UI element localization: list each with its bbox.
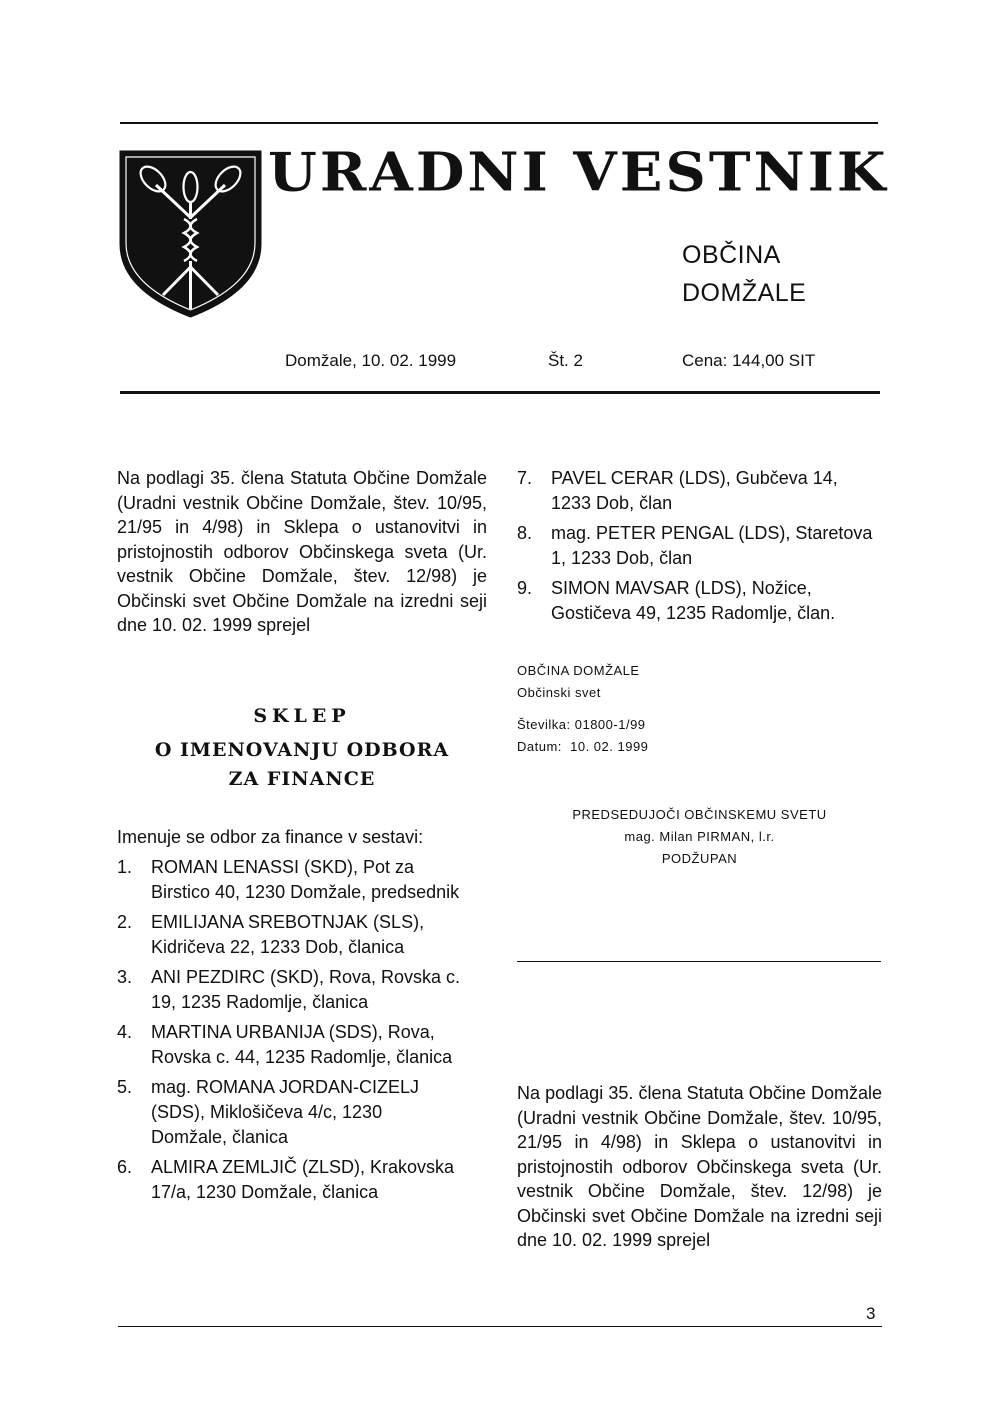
- intro-paragraph: Na podlagi 35. člena Statuta Občine Domžale (Uradni vestnik Občine Domžale, štev. 10/95, 21/95 in 4/98) in Sklepa o ustanovitvi in pristojnostih odborov Občinskega sveta (Ur. vestnik Občine Domžale, štev. 12/98) je Občinski svet Občine Domžale na izredni seji dne 10. 02. 1999 sprejel: [117, 468, 487, 635]
- member-text: ANI PEZDIRC (SKD), Rova, Rovska c. 19, 1235 Radomlje, članica: [151, 967, 461, 1012]
- place-date: Domžale, 10. 02. 1999: [285, 351, 457, 370]
- member-number: 8.: [517, 523, 533, 543]
- org-body: Občinski svet: [517, 685, 601, 700]
- member-number: 2.: [117, 912, 133, 932]
- member-list-right: [517, 466, 882, 631]
- decision-heading: SKLEP: [253, 705, 351, 727]
- member-item: [517, 466, 882, 516]
- issue-number: Št. 2: [548, 351, 583, 370]
- org-name: OBČINA DOMŽALE: [517, 663, 640, 678]
- decision-subheading-2: ZA FINANCE: [228, 768, 376, 790]
- document-number: Številka: 01800-1/99: [517, 717, 646, 732]
- member-number: 1.: [117, 857, 133, 877]
- signature-role: PODŽUPAN: [661, 851, 738, 866]
- signature-title: PREDSEDUJOČI OBČINSKEMU SVETU: [572, 807, 827, 822]
- member-number: 5.: [117, 1077, 133, 1097]
- member-list-left: [117, 855, 462, 1210]
- member-text: ALMIRA ZEMLJIČ (ZLSD), Krakovska 17/a, 1230 Domžale, članica: [151, 1157, 455, 1202]
- intro-paragraph-2: Na podlagi 35. člena Statuta Občine Domžale (Uradni vestnik Občine Domžale, štev. 10/95, 21/95 in 4/98) in Sklepa o ustanovitvi in pristojnostih odborov Občinskega sveta (Ur. vestnik Občine Domžale, štev. 12/98) je Občinski svet Občine Domžale na izredni seji dne 10. 02. 1999 sprejel: [517, 1083, 882, 1250]
- member-item: [517, 521, 882, 571]
- member-number: 3.: [117, 967, 133, 987]
- page-number: 3: [866, 1304, 876, 1323]
- document-date: Datum: 10. 02. 1999: [517, 739, 649, 754]
- signature-name: mag. Milan PIRMAN, l.r.: [624, 829, 775, 844]
- right-intro-block: [517, 1081, 882, 1253]
- list-intro: Imenuje se odbor za finance v sestavi:: [117, 827, 424, 847]
- left-column: [117, 466, 487, 638]
- member-text: mag. PETER PENGAL (LDS), Staretova 1, 1233 Dob, član: [551, 523, 873, 568]
- price: Cena: 144,00 SIT: [682, 351, 816, 370]
- member-item: [117, 1020, 462, 1070]
- coat-of-arms-emblem: [118, 149, 263, 319]
- top-rule: [120, 122, 878, 124]
- member-text: PAVEL CERAR (LDS), Gubčeva 14, 1233 Dob, član: [551, 468, 838, 513]
- member-item: [117, 1155, 462, 1205]
- member-text: mag. ROMANA JORDAN-CIZELJ (SDS), Miklošičeva 4/c, 1230 Domžale, članica: [151, 1077, 420, 1147]
- member-item: [117, 1075, 462, 1150]
- member-number: 4.: [117, 1022, 133, 1042]
- member-item: [117, 910, 462, 960]
- member-text: SIMON MAVSAR (LDS), Nožice, Gostičeva 49, 1235 Radomlje, član.: [551, 578, 836, 623]
- member-number: 9.: [517, 578, 533, 598]
- member-item: [117, 965, 462, 1015]
- member-item: [517, 576, 882, 626]
- member-number: 7.: [517, 468, 533, 488]
- member-item: [117, 855, 462, 905]
- publication-title: URADNI VESTNIK: [268, 141, 889, 204]
- municipality-line-1: OBČINA: [682, 241, 781, 269]
- member-text: ROMAN LENASSI (SKD), Pot za Birstico 40, 1230 Domžale, predsednik: [151, 857, 460, 902]
- decision-subheading-1: O IMENOVANJU ODBORA: [154, 739, 450, 761]
- section-divider: [517, 961, 881, 962]
- member-number: 6.: [117, 1157, 133, 1177]
- member-text: MARTINA URBANIJA (SDS), Rova, Rovska c. 44, 1235 Radomlje, članica: [151, 1022, 453, 1067]
- footer-rule: [118, 1326, 882, 1327]
- member-text: EMILIJANA SREBOTNJAK (SLS), Kidričeva 22, 1233 Dob, članica: [151, 912, 425, 957]
- header-bottom-rule: [120, 391, 880, 394]
- municipality-line-2: DOMŽALE: [682, 279, 807, 307]
